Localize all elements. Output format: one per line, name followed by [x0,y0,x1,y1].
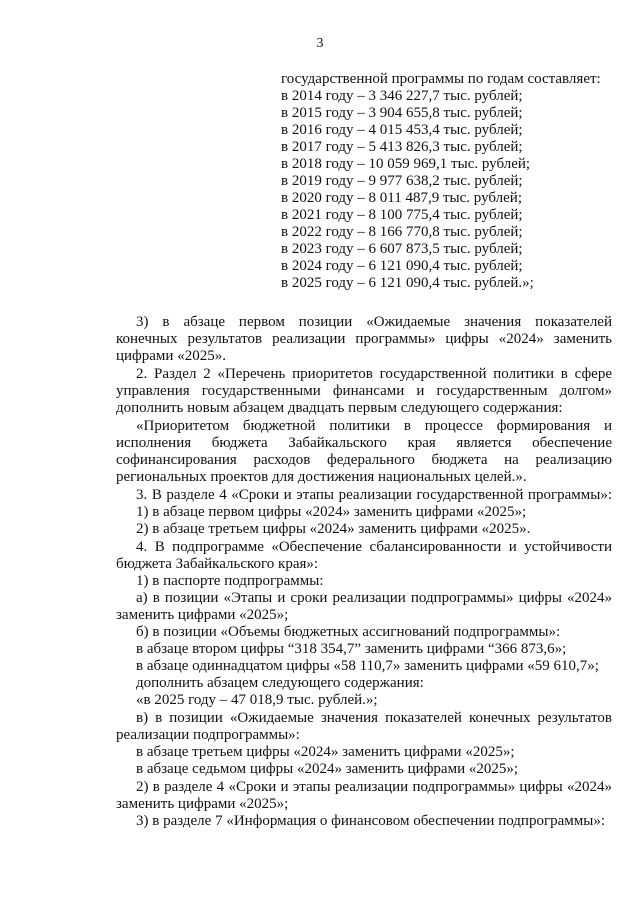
text-line: «Приоритетом бюджетной политики в процессе формирования и [136,418,612,434]
text-line: 3. В разделе 4 «Сроки и этапы реализации государственной программы»: [136,487,612,503]
text-line: в 2019 году – 9 977 638,2 тыс. рублей; [281,173,523,189]
text-line: в абзаце втором цифры “318 354,7” заменить цифрами “366 873,6»; [136,641,567,657]
text-line: 1) в абзаце первом цифры «2024» заменить цифрами «2025»; [136,504,527,520]
text-line: государственной программы по годам составляет: [281,71,601,87]
text-line: реализации подпрограммы»: [116,727,300,743]
text-line: а) в позиции «Этапы и сроки реализации подпрограммы» цифры «2024» [136,590,612,606]
text-line: софинансирования расходов федерального бюджета на реализацию [116,452,612,468]
text-line: б) в позиции «Объемы бюджетных ассигнований подпрограммы»: [136,624,561,640]
text-line: 1) в паспорте подпрограммы: [136,573,324,589]
text-line: в абзаце третьем цифры «2024» заменить цифрами «2025»; [136,744,515,760]
text-line: 2) в абзаце третьем цифры «2024» заменить цифрами «2025». [136,521,531,537]
text-line: в 2025 году – 6 121 090,4 тыс. рублей.»; [281,275,534,291]
text-line: «в 2025 году – 47 018,9 тыс. рублей.»; [136,692,378,708]
text-line: региональных проектов для достижения национальных целей.». [116,469,527,485]
text-line: конечных результатов реализации программы» цифры «2024» заменить [116,331,612,347]
text-line: в 2015 году – 3 904 655,8 тыс. рублей; [281,105,523,121]
text-line: в) в позиции «Ожидаемые значения показателей конечных результатов [136,710,612,726]
text-line: в 2023 году – 6 607 873,5 тыс. рублей; [281,241,523,257]
text-line: цифрами «2025». [116,348,226,364]
text-line: 4. В подпрограмме «Обеспечение сбалансированности и устойчивости [136,539,612,555]
text-line: 2) в разделе 4 «Сроки и этапы реализации подпрограммы» цифры «2024» [136,779,612,795]
text-line: в 2016 году – 4 015 453,4 тыс. рублей; [281,122,523,138]
text-line: в 2021 году – 8 100 775,4 тыс. рублей; [281,207,523,223]
text-line: 3) в абзаце первом позиции «Ожидаемые значения показателей [136,314,612,330]
text-line: в 2024 году – 6 121 090,4 тыс. рублей; [281,258,523,274]
text-line: в 2020 году – 8 011 487,9 тыс. рублей; [281,190,522,206]
text-line: в абзаце одиннадцатом цифры «58 110,7» заменить цифрами «59 610,7»; [136,658,599,674]
text-line: в 2022 году – 8 166 770,8 тыс. рублей; [281,224,523,240]
text-line: в абзаце седьмом цифры «2024» заменить цифрами «2025»; [136,761,519,777]
text-line: дополнить новым абзацем двадцать первым следующего содержания: [116,400,563,416]
text-line: в 2014 году – 3 346 227,7 тыс. рублей; [281,88,523,104]
text-line: 3) в разделе 7 «Информация о финансовом обеспечении подпрограммы»: [136,813,605,829]
text-line: исполнения бюджета Забайкальского края является обеспечение [116,435,612,451]
text-line: заменить цифрами «2025»; [116,607,289,623]
text-line: управления государственными финансами и государственным долгом» [116,383,612,399]
text-line: в 2017 году – 5 413 826,3 тыс. рублей; [281,139,523,155]
text-line: бюджета Забайкальского края»: [116,556,319,572]
text-line: в 2018 году – 10 059 969,1 тыс. рублей; [281,156,531,172]
text-line: 2. Раздел 2 «Перечень приоритетов государственной политики в сфере [136,366,612,382]
text-line: дополнить абзацем следующего содержания: [136,675,424,691]
text-line: заменить цифрами «2025»; [116,796,289,812]
page-number: 3 [316,36,324,51]
